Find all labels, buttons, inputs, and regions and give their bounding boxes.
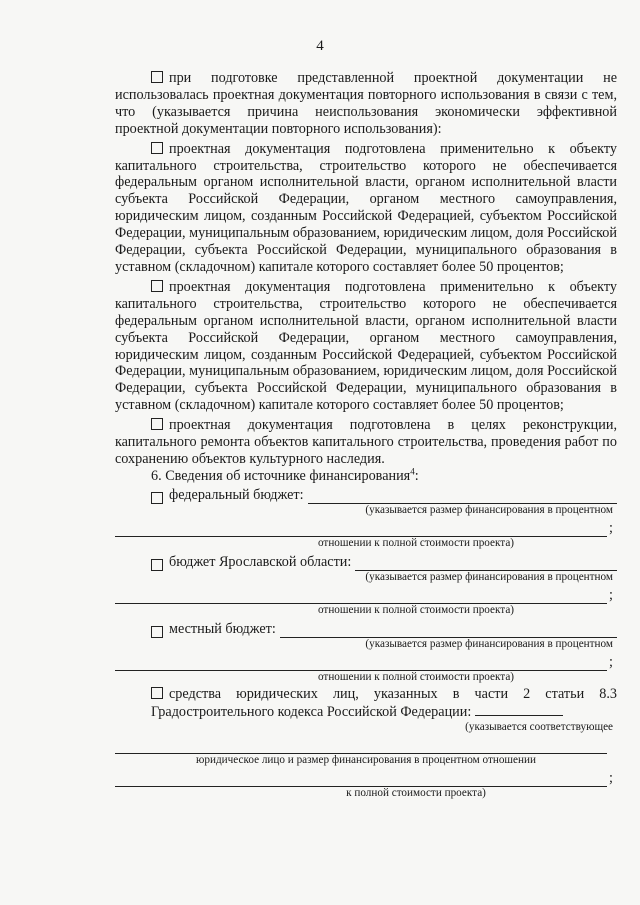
federal-budget-line: ; [115,519,617,537]
local-hint-2: отношении к полной стоимости проекта) [317,670,515,683]
checkbox-icon[interactable] [151,71,163,83]
option-reconstruction: проектная документация подготовлена в целях реконструкции, капитального ремонта объектов капитального строительства, проведения работ по сохранению объектов культурного наследия. [115,417,617,467]
regional-budget-row [115,552,617,571]
document-body [115,70,617,802]
checkbox-icon[interactable] [151,687,163,699]
legal-entities-row: средства юридических лиц, указанных в части 2 статьи 8.3 Градостроительного кодекса Российской Федерации: [151,685,617,720]
page-number: 4 [316,38,324,54]
option-private-construction: проектная документация подготовлена применительно к объекту капитального строительства, строительство которого не обеспечивается федеральным органом исполнительной власти, органом исполнительной власти субъекта Российской Федерации, органом местного самоуправления, юридическим лицом, созданным Российской Федерацией, субъектом Российской Федерации, муниципальным образованием, юридическим лицом, доля Российской Федерации, субъекта Российской Федерации, муниципального образования в уставном (складочном) капитале которого составляет более 50 процентов; [115,140,617,275]
legal-entities-line-2: ; [115,769,617,787]
local-budget-row [115,619,617,638]
regional-hint-1: (указывается размер финансирования в процентном [365,570,613,583]
option-private-construction-2: проектная документация подготовлена применительно к объекту капитального строительства, строительство которого не обеспечивается федеральным органом исполнительной власти, органом исполнительной власти субъекта Российской Федерации, органом местного самоуправления, юридическим лицом, созданным Российской Федерацией, субъектом Российской Федерации, муниципальным образованием, юридическим лицом, доля Российской Федерации, субъекта Российской Федерации, муниципального образования в уставном (складочном) капитале которого составляет более 50 процентов; [115,278,617,414]
checkbox-icon[interactable] [151,280,163,292]
legal-entities-hint-1: (указывается соответствующее [465,720,613,733]
financing-heading: 6. Сведения об источнике финансирования$^4$: [151,466,419,484]
legal-entities-hint-2: юридическое лицо и размер финансирования в процентном отношении [196,753,536,766]
option-reuse-not-used: при подготовке представленной проектной документации не использовалась проектная документация повторного использования в связи с тем, что (указывается причина неиспользования экономически эффективной проектной документации повторного использования): [115,70,617,137]
legal-entities-line [115,736,617,754]
federal-hint-2: отношении к полной стоимости проекта) [317,536,515,549]
checkbox-icon[interactable] [151,559,163,571]
local-budget-field[interactable] [280,623,617,638]
regional-budget-line: ; [115,586,617,604]
local-hint-1: (указывается размер финансирования в процентном [365,637,613,650]
regional-budget-label: бюджет Ярославской области: [169,553,352,570]
local-budget-line: ; [115,653,617,671]
legal-entities-field-3[interactable] [115,772,607,787]
checkbox-icon[interactable] [151,492,163,504]
footnote-marker: 4 [410,466,415,477]
legal-entities-field[interactable] [475,703,563,716]
checkbox-icon[interactable] [151,142,163,154]
legal-entities-field-2[interactable] [115,739,607,754]
federal-budget-field[interactable] [308,489,617,504]
local-budget-field-2[interactable] [115,656,607,671]
checkbox-icon[interactable] [151,626,163,638]
regional-budget-field[interactable] [355,556,617,571]
federal-budget-row [115,485,617,504]
legal-entities-hint-3: к полной стоимости проекта) [346,786,486,799]
local-budget-label: местный бюджет: [169,620,276,637]
regional-hint-2: отношении к полной стоимости проекта) [317,603,515,616]
checkbox-icon[interactable] [151,418,163,430]
federal-hint-1: (указывается размер финансирования в процентном [365,503,613,516]
regional-budget-field-2[interactable] [115,589,607,604]
federal-budget-field-2[interactable] [115,522,607,537]
federal-budget-label: федеральный бюджет: [169,486,304,503]
